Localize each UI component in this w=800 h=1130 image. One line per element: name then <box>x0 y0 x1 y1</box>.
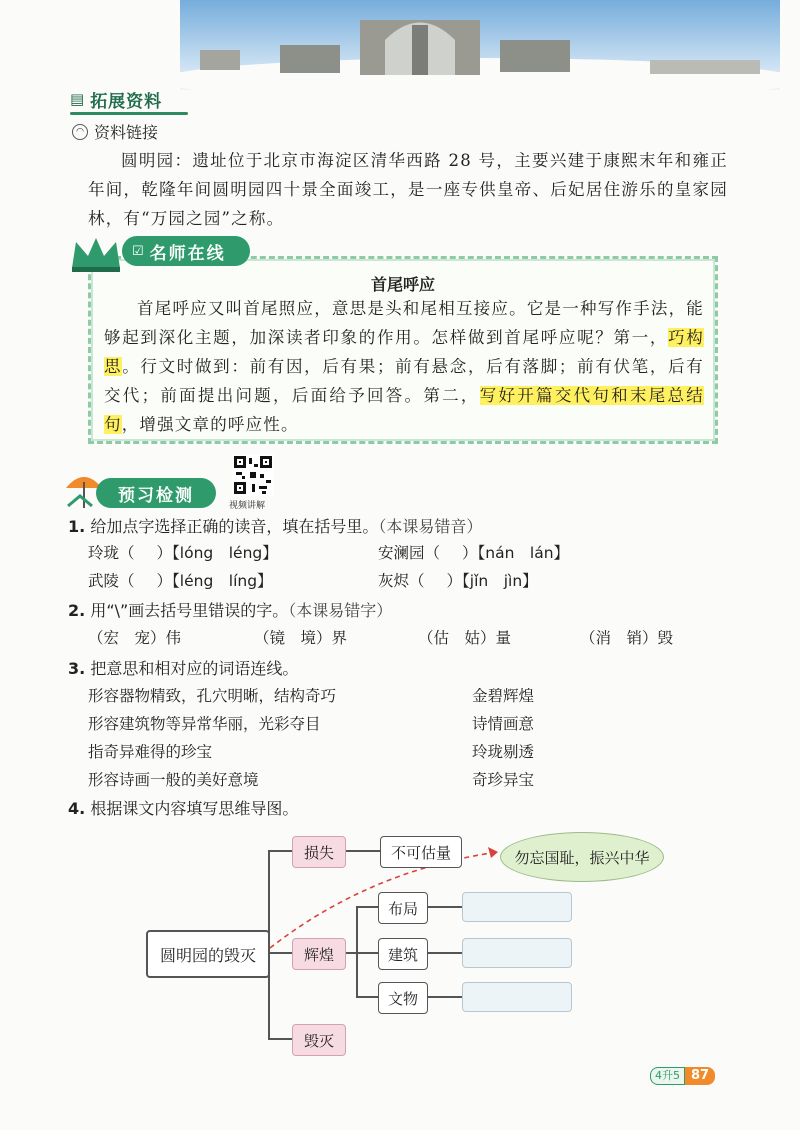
q1-text: 给加点字选择正确的读音，填在括号里。 <box>90 517 379 536</box>
q2-item[interactable]: （估 姑）量 <box>418 629 512 647</box>
q2-hint: （本课易错字） <box>288 601 393 620</box>
q1-hint: （本课易错音） <box>378 517 483 536</box>
sub-title-label: 资料链接 <box>94 123 159 142</box>
q1-item-word: 灰烬（ <box>378 572 425 590</box>
q1-item-tail: ） <box>462 544 478 562</box>
question-4 <box>68 796 298 819</box>
crown-icon <box>66 234 126 274</box>
q1-item <box>88 541 278 563</box>
question-2 <box>68 598 392 621</box>
qr-code[interactable] <box>232 454 274 496</box>
highlight-structure: 巧构思 <box>104 328 705 376</box>
map-branch-glory: 辉煌 <box>292 938 346 970</box>
extension-tag <box>70 86 162 112</box>
q3-text: 把意思和相对应的词语连线。 <box>90 659 299 678</box>
q4-number: 4. <box>68 799 86 818</box>
map-branch-destruction: 毁灭 <box>292 1024 346 1056</box>
q3-word[interactable]: 诗情画意 <box>472 715 535 733</box>
map-glory-relics: 文物 <box>378 982 428 1014</box>
q3-word[interactable]: 金碧辉煌 <box>472 687 535 705</box>
q4-text: 根据课文内容填写思维导图。 <box>90 799 299 818</box>
q2-number: 2. <box>68 601 86 620</box>
link-icon: ◠ <box>72 124 88 140</box>
teacher-text-c: ，增强文章的呼应性。 <box>121 415 299 434</box>
q2-text: 用“\”画去括号里错误的字。 <box>90 601 289 620</box>
map-loss-detail: 不可估量 <box>380 836 462 868</box>
teacher-tag-label: 名师在线 <box>149 243 226 264</box>
palace-ruins-banner <box>180 0 780 90</box>
teacher-title: 首尾呼应 <box>370 275 435 294</box>
teacher-tag <box>122 236 250 266</box>
extension-paragraph: 圆明园：遗址位于北京市海淀区清华西路 28 号，主要兴建于康熙末年和雍正年间，乾隆年间圆明园四十景全面竣工，是一座专供皇帝、后妃居住游乐的皇家园林，有“万园之园”之称。 <box>88 151 728 228</box>
q2-item[interactable]: （镜 境）界 <box>254 629 348 647</box>
document-icon: ▤ <box>70 90 85 108</box>
preview-tag: 预习检测 <box>96 478 216 508</box>
map-branch-loss: 损失 <box>292 836 346 868</box>
q3-meaning[interactable]: 形容诗画一般的美好意境 <box>88 771 259 789</box>
q1-item-tail: ） <box>446 572 463 590</box>
q1-item <box>88 569 273 591</box>
grade-badge: 4升5 <box>650 1067 685 1085</box>
q3-meaning[interactable]: 形容器物精致，孔穴明晰，结构奇巧 <box>88 687 337 705</box>
q3-word[interactable]: 玲珑剔透 <box>472 743 535 761</box>
q1-item-word: 安澜园（ <box>378 544 441 562</box>
answer-blank-buildings[interactable] <box>462 938 572 968</box>
chat-icon: ☑ <box>132 243 144 259</box>
q1-item-word: 武陵（ <box>88 572 135 590</box>
map-glory-buildings: 建筑 <box>378 938 428 970</box>
sub-title <box>72 120 158 143</box>
q1-item-tail: ） <box>156 544 173 562</box>
q2-item[interactable]: （消 销）毁 <box>580 629 674 647</box>
map-root: 圆明园的毁灭 <box>146 930 270 978</box>
map-connector <box>268 1038 292 1040</box>
map-glory-layout: 布局 <box>378 892 428 924</box>
map-connector <box>356 996 378 998</box>
answer-blank-layout[interactable] <box>462 892 572 922</box>
q1-item-options: 【léng líng】 <box>172 572 273 590</box>
q3-number: 3. <box>68 659 86 678</box>
qr-caption: 视频讲解 <box>229 501 266 511</box>
map-goal-bubble: 勿忘国耻，振兴中华 <box>500 832 664 882</box>
q1-item-options: 【nán lán】 <box>477 544 570 562</box>
q1-item-options: 【jǐn jìn】 <box>462 572 538 590</box>
q3-meaning[interactable]: 指奇异难得的珍宝 <box>88 743 213 761</box>
answer-blank-relics[interactable] <box>462 982 572 1012</box>
q1-item <box>378 541 569 563</box>
q3-word[interactable]: 奇珍异宝 <box>472 771 535 789</box>
q1-item-tail: ） <box>156 572 173 590</box>
q1-number: 1. <box>68 517 86 536</box>
q2-item[interactable]: （宏 宠）伟 <box>88 629 182 647</box>
teacher-text-b: 。行文时做到：前有因，后有果；前有悬念，后有落脚；前有伏笔，后有交代；前面提出问题，后面给予回答。第二， <box>104 357 704 405</box>
q1-item <box>378 569 538 591</box>
highlight-sentences: 写好开篇交代句和末尾总结句 <box>104 386 705 434</box>
q1-item-word: 玲珑（ <box>88 544 135 562</box>
q3-meaning[interactable]: 形容建筑物等异常华丽，光彩夺目 <box>88 715 321 733</box>
question-3 <box>68 656 298 679</box>
question-1 <box>68 514 482 537</box>
extension-tag-label: 拓展资料 <box>90 91 163 112</box>
teacher-paragraph <box>104 294 704 439</box>
page-footer <box>650 1066 715 1086</box>
teacher-text-a: 首尾呼应又叫首尾照应，意思是头和尾相互接应。它是一种写作手法，能够起到深化主题，加深读者印象的作用。怎样做到首尾呼应呢？第一， <box>104 299 704 347</box>
page-number: 87 <box>685 1067 715 1085</box>
map-connector <box>426 996 462 998</box>
q1-item-options: 【lóng léng】 <box>172 544 278 562</box>
